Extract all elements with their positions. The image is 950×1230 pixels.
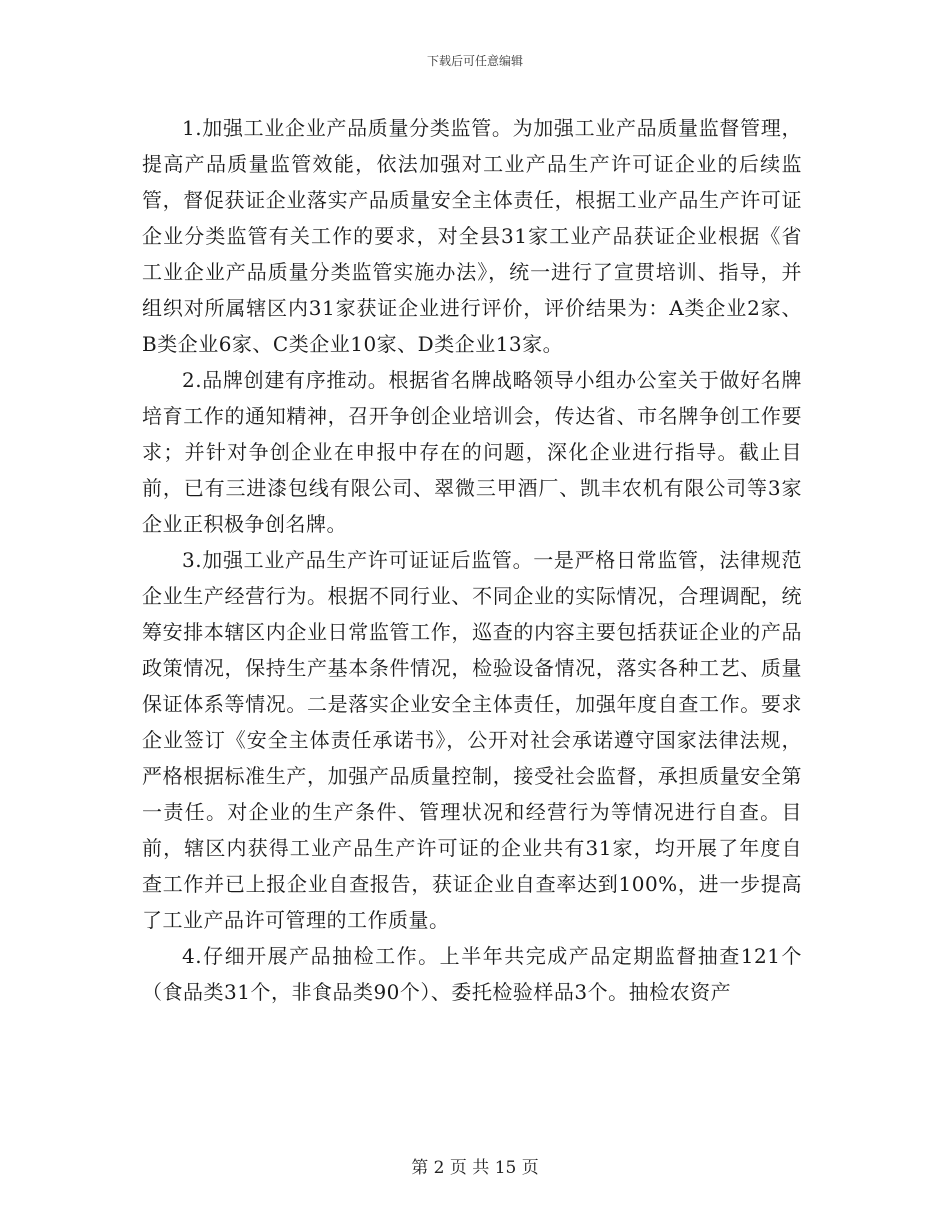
page-header: 下载后可任意编辑 — [426, 54, 523, 68]
page-footer — [0, 1153, 950, 1178]
page-number: 第 2 页 共 15 页 — [411, 1158, 539, 1178]
paragraph-1: 1.加强工业企业产品质量分类监管。为加强工业产品质量监督管理，提高产品质量监管效能，依法加强对工业产品生产许可证企业的后续监管，督促获证企业落实产品质量安全主体责任，根据工业产品生产许可证企业分类监管有关工作的要求，对全县31家工业产品获证企业根据《省工业企业产品质量分类监管实施办法》，统一进行了宣贯培训、指导，并组织对所属辖区内31家获证企业进行评价，评价结果为：A类企业2家、B类企业6家、C类企业10家、D类企业13家。 — [142, 116, 802, 356]
paragraph-3: 3.加强工业产品生产许可证证后监管。一是严格日常监管，法律规范企业生产经营行为。根据不同行业、不同企业的实际情况，合理调配，统筹安排本辖区内企业日常监管工作，巡查的内容主要包括获证企业的产品政策情况，保持生产基本条件情况，检验设备情况，落实各种工艺、质量保证体系等情况。二是落实企业安全主体责任，加强年度自查工作。要求企业签订《安全主体责任承诺书》，公开对社会承诺遵守国家法律法规，严格根据标准生产，加强产品质量控制，接受社会监督，承担质量安全第一责任。对企业的生产条件、管理状况和经营行为等情况进行自查。目前，辖区内获得工业产品生产许可证的企业共有31家，均开展了年度自查工作并已上报企业自查报告，获证企业自查率达到100%，进一步提高了工业产品许可管理的工作质量。 — [142, 548, 802, 932]
document-body — [142, 110, 802, 1010]
paragraph-4: 4.仔细开展产品抽检工作。上半年共完成产品定期监督抽查121个（食品类31个，非食品类90个）、委托检验样品3个。抽检农资产 — [142, 944, 802, 1004]
paragraph-2: 2.品牌创建有序推动。根据省名牌战略领导小组办公室关于做好名牌培育工作的通知精神，召开争创企业培训会，传达省、市名牌争创工作要求；并针对争创企业在申报中存在的问题，深化企业进行指导。截止目前，已有三进漆包线有限公司、翠微三甲酒厂、凯丰农机有限公司等3家企业正积极争创名牌。 — [142, 368, 802, 536]
